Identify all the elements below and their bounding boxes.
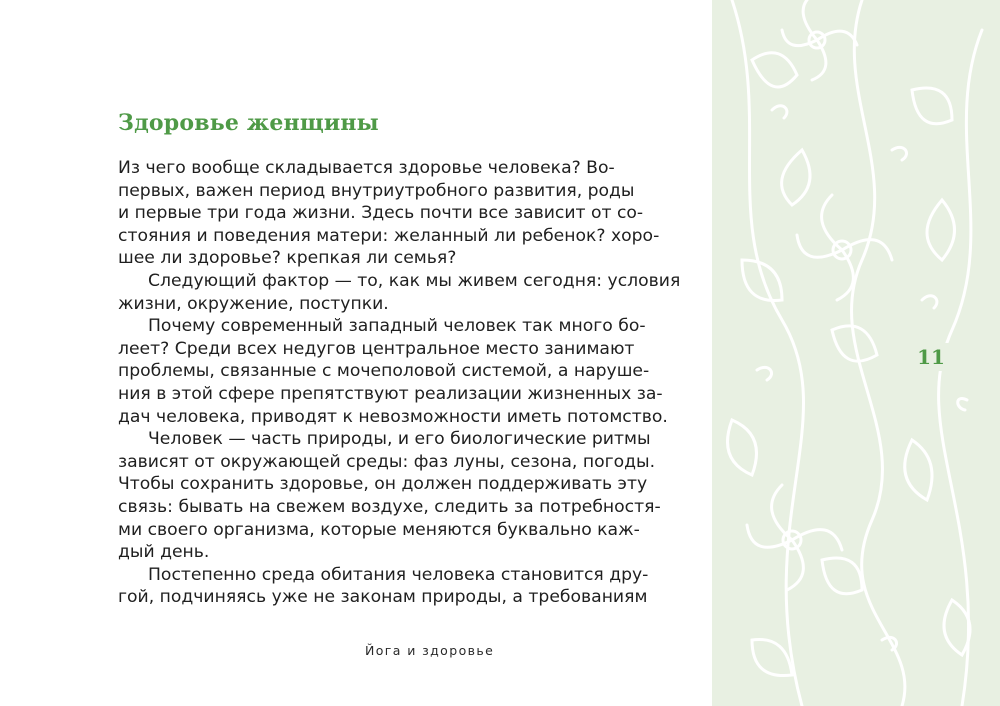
text-line: шее ли здоровье? крепкая ли семья? [118,248,457,269]
text-line: и первые три года жизни. Здесь почти все зависит от со- [118,203,644,224]
running-footer: Йога и здоровье [365,643,495,658]
chapter-heading: Здоровье женщины [118,110,379,136]
text-line: стояния и поведения матери: желанный ли ребенок? хоро- [118,225,660,246]
text-line: леет? Среди всех недугов центральное место занимают [118,338,635,359]
text-line: зависят от окружающей среды: фаз луны, сезона, погоды. [118,451,656,472]
text-line: гой, подчиняясь уже не законам природы, а требованиям [118,587,648,608]
text-line: ми своего организма, которые меняются буквально каж- [118,519,640,540]
text-line: Из чего вообще складывается здоровье человека? Во- [118,158,615,178]
body-text [118,157,698,609]
text-line: Постепенно среда обитания человека становится дру- [148,564,649,585]
text-line: Чтобы сохранить здоровье, он должен поддерживать эту [118,474,648,495]
text-line: дач человека, приводят к невозможности иметь потомство. [118,406,668,427]
text-line: ния в этой сфере препятствуют реализации жизненных за- [118,383,663,404]
page-number: 11 [903,343,959,371]
text-line: Почему современный западный человек так много бо- [148,316,646,337]
text-line: Человек — часть природы, и его биологические ритмы [148,429,651,450]
text-line: связь: бывать на свежем воздухе, следить за потребностя- [118,496,661,517]
text-line: жизни, окружение, поступки. [118,293,389,314]
text-line: Следующий фактор — то, как мы живем сегодня: условия [148,270,681,291]
text-line: первых, важен период внутриутробного развития, роды [118,180,635,201]
text-line: дый день. [118,542,210,563]
text-line: проблемы, связанные с мочеполовой системой, а наруше- [118,361,650,382]
